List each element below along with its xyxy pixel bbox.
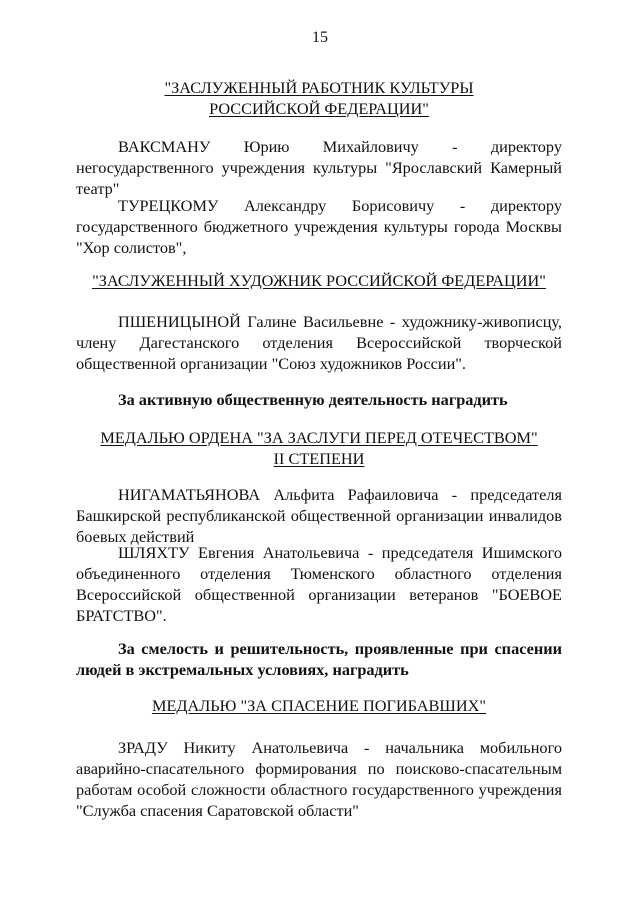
section-title-honored-culture-worker	[76, 77, 562, 119]
award-paragraph-vaksman: ВАКСМАНУ Юрию Михайловичу - директору негосударственного учреждения культуры "Ярославский Камерный театр"	[76, 137, 562, 198]
award-category-heading-rescue: За смелость и решительность, проявленные при спасении людей в экстремальных условиях, наградить	[76, 639, 562, 679]
section-title-line: РОССИЙСКОЙ ФЕДЕРАЦИИ"	[209, 99, 429, 118]
award-paragraph-zrada: ЗРАДУ Никиту Анатольевича - начальника мобильного аварийно-спасательного формирования по поисково-спасательным работам особой сложности областного государственного учреждения "Служба спасения Саратовской области"	[76, 738, 562, 820]
page-number: 15	[312, 29, 328, 46]
section-title-medal-rescue: МЕДАЛЬЮ "ЗА СПАСЕНИЕ ПОГИБАВШИХ"	[151, 696, 487, 715]
award-paragraph-nigamatyanov: НИГАМАТЬЯНОВА Альфита Рафаиловича - председателя Башкирской республиканской общественной организации инвалидов боевых действий	[76, 485, 562, 546]
section-title-line: МЕДАЛЬЮ ОРДЕНА "ЗА ЗАСЛУГИ ПЕРЕД ОТЕЧЕСТВОМ"	[100, 428, 538, 447]
award-paragraph-pshenitsyna: ПШЕНИЦЫНОЙ Галине Васильевне - художнику-живописцу, члену Дагестанского отделения Всероссийской творческой общественной организации "Союз художников России".	[76, 312, 562, 373]
section-title-line: "ЗАСЛУЖЕННЫЙ РАБОТНИК КУЛЬТУРЫ	[164, 78, 474, 97]
award-category-heading-public-activity: За активную общественную деятельность наградить	[118, 390, 508, 409]
award-paragraph-shlyakhta: ШЛЯХТУ Евгения Анатольевича - председателя Ишимского объединенного отделения Тюменского областного отделения Всероссийской общественной организации ветеранов "БОЕВОЕ БРАТСТВО".	[76, 543, 562, 625]
section-title-medal-order-merit	[76, 427, 562, 469]
section-title-line: II СТЕПЕНИ	[273, 449, 365, 468]
section-title-honored-artist: "ЗАСЛУЖЕННЫЙ ХУДОЖНИК РОССИЙСКОЙ ФЕДЕРАЦИИ"	[92, 271, 546, 290]
award-paragraph-turetsky: ТУРЕЦКОМУ Александру Борисовичу - директору государственного бюджетного учреждения культуры города Москвы "Хор солистов",	[76, 196, 562, 257]
